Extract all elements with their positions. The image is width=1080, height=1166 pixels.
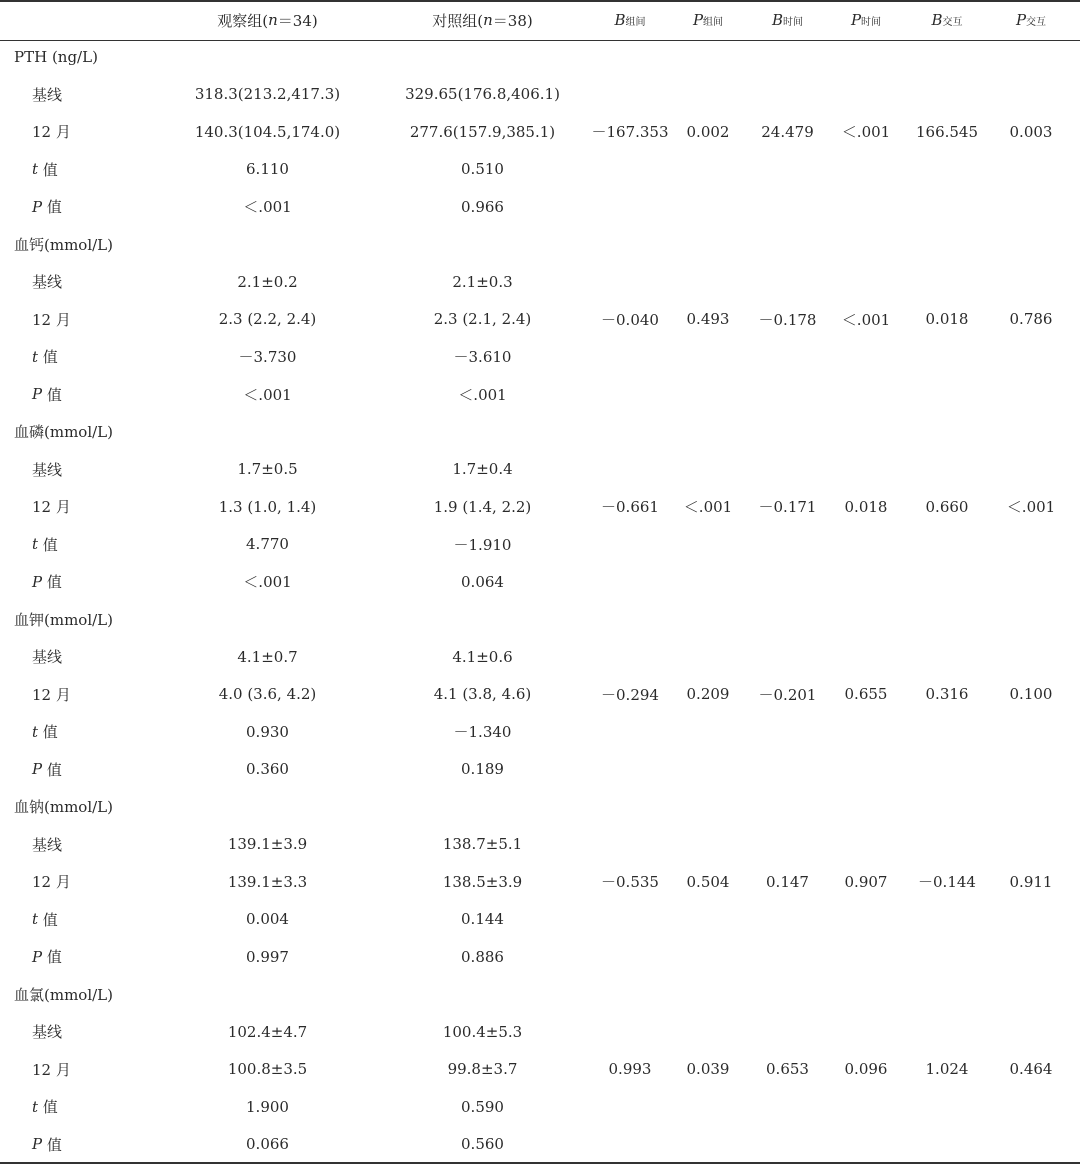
table-row	[0, 826, 1080, 864]
section-title: 血磷(mmol/L)	[14, 423, 113, 442]
observation-value: 0.066	[246, 1135, 289, 1154]
row-label-baseline: 基线	[32, 1023, 63, 1042]
b-group-value: －0.661	[601, 498, 659, 517]
control-value: ＜.001	[458, 385, 507, 404]
table-row	[0, 226, 1080, 264]
observation-value: 139.1±3.9	[227, 835, 308, 854]
row-label-baseline: 基线	[32, 460, 63, 479]
table-row	[0, 263, 1080, 301]
control-value: 2.3 (2.1, 2.4)	[433, 310, 532, 329]
table-row	[0, 563, 1080, 601]
section-title: 血钠(mmol/L)	[14, 798, 113, 817]
control-value: 0.560	[461, 1135, 504, 1154]
b-interaction-value: 166.545	[915, 122, 979, 141]
section-title: 血钾(mmol/L)	[14, 610, 113, 629]
p-label-text: 值	[42, 760, 62, 779]
row-label-baseline: 基线	[32, 85, 63, 104]
control-value: 2.1±0.3	[452, 272, 513, 291]
b-time-value: －0.201	[758, 685, 817, 704]
table-row	[0, 488, 1080, 526]
p-symbol: P	[32, 385, 43, 404]
t-label-text: 值	[38, 1098, 58, 1117]
p-label-text: 值	[42, 948, 62, 967]
table-row	[0, 751, 1080, 789]
p-time-value: ＜.001	[841, 123, 891, 142]
table-row	[0, 863, 1080, 901]
p-time-value: 0.096	[844, 1060, 888, 1079]
observation-value: 139.1±3.3	[227, 872, 308, 891]
t-symbol: t	[32, 347, 39, 366]
row-label-t-value	[32, 713, 58, 751]
table-row	[0, 1126, 1080, 1164]
row-label-month12: 12 月	[32, 123, 71, 142]
b-interaction-value: 1.024	[925, 1060, 969, 1079]
row-label-month12: 12 月	[32, 685, 71, 704]
table-row	[0, 113, 1080, 151]
observation-value: 2.3 (2.2, 2.4)	[218, 310, 317, 329]
t-symbol: t	[32, 1097, 39, 1116]
control-value: 4.1 (3.8, 4.6)	[433, 685, 532, 704]
observation-value: 102.4±4.7	[227, 1022, 308, 1041]
t-label-text: 值	[38, 723, 58, 742]
p-interaction-value: 0.003	[1009, 122, 1053, 141]
row-label-t-value	[32, 151, 58, 189]
row-label-p-value	[32, 376, 62, 414]
table-row	[0, 38, 1080, 76]
table-row	[0, 301, 1080, 339]
table-bottom-rule	[0, 1162, 1080, 1164]
observation-value: 0.004	[246, 910, 289, 929]
p-time-value: 0.655	[844, 685, 888, 704]
header-b-time: B 时间	[771, 11, 804, 29]
header-p-group: P 组间	[692, 11, 724, 29]
row-label-month12: 12 月	[32, 310, 71, 329]
b-interaction-value: －0.144	[918, 873, 976, 892]
control-value: －1.910	[453, 535, 512, 554]
p-group-value: ＜.001	[683, 498, 733, 517]
observation-value: ＜.001	[243, 198, 292, 217]
control-value: 0.510	[461, 160, 504, 179]
observation-value: 0.997	[246, 947, 289, 966]
header-b-group: B 组间	[614, 11, 646, 29]
b-time-value: 0.147	[766, 872, 809, 891]
control-value: 0.966	[461, 197, 504, 216]
row-label-baseline: 基线	[32, 835, 63, 854]
observation-value: 4.0 (3.6, 4.2)	[218, 685, 317, 704]
table-row	[0, 601, 1080, 639]
control-value: 1.7±0.4	[452, 460, 513, 479]
section-title: 血氯(mmol/L)	[14, 985, 113, 1004]
p-interaction-value: 0.786	[1009, 310, 1053, 329]
b-group-value: －0.535	[601, 873, 659, 892]
control-value: 1.9 (1.4, 2.2)	[433, 497, 532, 516]
p-time-value: 0.018	[844, 497, 888, 516]
control-value: 277.6(157.9,385.1)	[409, 122, 556, 141]
b-time-value: 0.653	[766, 1060, 809, 1079]
header-observation-group: 观察组( n ＝34)	[217, 11, 318, 30]
table-row	[0, 413, 1080, 451]
observation-value: 6.110	[246, 160, 289, 179]
p-label-text: 值	[42, 573, 62, 592]
b-time-value: 24.479	[761, 122, 814, 141]
header-p-time: P 时间	[850, 11, 882, 29]
b-time-value: －0.178	[758, 310, 817, 329]
row-label-t-value	[32, 338, 58, 376]
p-group-value: 0.002	[686, 122, 730, 141]
b-interaction-value: 0.660	[925, 497, 969, 516]
t-symbol: t	[32, 910, 39, 929]
header-b-interaction: B 交互	[931, 11, 963, 29]
p-interaction-value: 0.464	[1009, 1060, 1053, 1079]
header-p-interaction: P 交互	[1015, 11, 1047, 29]
control-value: －3.610	[453, 348, 512, 367]
observation-value: 1.900	[246, 1097, 289, 1116]
row-label-month12: 12 月	[32, 498, 71, 517]
b-group-value: 0.993	[608, 1060, 652, 1079]
p-label-text: 值	[42, 198, 62, 217]
row-label-t-value	[32, 1088, 58, 1126]
row-label-baseline: 基线	[32, 648, 63, 667]
table-row	[0, 901, 1080, 939]
p-interaction-value: ＜.001	[1006, 498, 1056, 517]
p-group-value: 0.209	[686, 685, 730, 704]
row-label-p-value	[32, 188, 62, 226]
table-row	[0, 338, 1080, 376]
section-title: 血钙(mmol/L)	[14, 235, 113, 254]
t-label-text: 值	[38, 348, 58, 367]
table-row	[0, 151, 1080, 189]
observation-value: 2.1±0.2	[237, 272, 298, 291]
observation-value: 4.770	[246, 535, 289, 554]
observation-value: ＜.001	[243, 573, 292, 592]
control-value: 329.65(176.8,406.1)	[405, 85, 560, 104]
p-label-text: 值	[42, 385, 62, 404]
control-value: 0.590	[461, 1097, 504, 1116]
p-time-value: ＜.001	[841, 310, 891, 329]
table-row	[0, 526, 1080, 564]
p-symbol: P	[32, 572, 43, 591]
row-label-p-value	[32, 938, 62, 976]
table-row	[0, 1088, 1080, 1126]
row-label-month12: 12 月	[32, 873, 71, 892]
table-row	[0, 938, 1080, 976]
control-value: 100.4±5.3	[442, 1022, 523, 1041]
observation-value: 0.360	[246, 760, 289, 779]
observation-value: 1.7±0.5	[237, 460, 298, 479]
row-label-p-value	[32, 751, 62, 789]
control-value: －1.340	[453, 723, 512, 742]
table-header-row	[0, 0, 1080, 40]
row-label-baseline: 基线	[32, 273, 63, 292]
table-row	[0, 188, 1080, 226]
table-row	[0, 376, 1080, 414]
control-value: 0.064	[461, 572, 504, 591]
b-group-value: －0.294	[601, 685, 659, 704]
row-label-p-value	[32, 1126, 62, 1164]
p-label-text: 值	[42, 1135, 62, 1154]
row-label-t-value	[32, 901, 58, 939]
control-value: 0.189	[461, 760, 504, 779]
table-row	[0, 713, 1080, 751]
p-group-value: 0.504	[686, 872, 730, 891]
p-symbol: P	[32, 760, 43, 779]
p-interaction-value: 0.911	[1009, 872, 1053, 891]
t-symbol: t	[32, 535, 39, 554]
t-label-text: 值	[38, 535, 58, 554]
row-label-month12: 12 月	[32, 1060, 71, 1079]
observation-value: 140.3(104.5,174.0)	[194, 122, 341, 141]
control-value: 0.886	[461, 947, 504, 966]
t-label-text: 值	[38, 910, 58, 929]
observation-value: 1.3 (1.0, 1.4)	[218, 497, 317, 516]
b-group-value: －0.040	[601, 310, 659, 329]
t-label-text: 值	[38, 160, 58, 179]
p-symbol: P	[32, 947, 43, 966]
row-label-p-value	[32, 563, 62, 601]
observation-value: ＜.001	[243, 385, 292, 404]
p-time-value: 0.907	[844, 872, 888, 891]
b-group-value: －167.353	[591, 123, 669, 142]
control-value: 0.144	[461, 910, 504, 929]
observation-value: 100.8±3.5	[227, 1060, 308, 1079]
row-label-t-value	[32, 526, 58, 564]
observation-value: 4.1±0.7	[237, 647, 298, 666]
table-row	[0, 976, 1080, 1014]
p-group-value: 0.039	[686, 1060, 730, 1079]
control-value: 99.8±3.7	[447, 1060, 518, 1079]
table-row	[0, 1013, 1080, 1051]
b-time-value: －0.171	[758, 498, 817, 517]
table-row	[0, 788, 1080, 826]
p-group-value: 0.493	[686, 310, 730, 329]
t-symbol: t	[32, 722, 39, 741]
section-title: PTH (ng/L)	[14, 47, 98, 66]
observation-value: －3.730	[238, 348, 297, 367]
p-symbol: P	[32, 197, 43, 216]
table-row	[0, 1051, 1080, 1089]
b-interaction-value: 0.018	[925, 310, 969, 329]
control-value: 138.7±5.1	[442, 835, 523, 854]
table-row	[0, 676, 1080, 714]
header-control-group: 对照组( n ＝38)	[432, 11, 533, 30]
table-row	[0, 76, 1080, 114]
p-symbol: P	[32, 1135, 43, 1154]
t-symbol: t	[32, 160, 39, 179]
control-value: 138.5±3.9	[442, 872, 523, 891]
p-interaction-value: 0.100	[1009, 685, 1053, 704]
observation-value: 318.3(213.2,417.3)	[194, 85, 341, 104]
b-interaction-value: 0.316	[925, 685, 969, 704]
table-row	[0, 638, 1080, 676]
observation-value: 0.930	[246, 722, 289, 741]
control-value: 4.1±0.6	[452, 647, 513, 666]
table-row	[0, 451, 1080, 489]
